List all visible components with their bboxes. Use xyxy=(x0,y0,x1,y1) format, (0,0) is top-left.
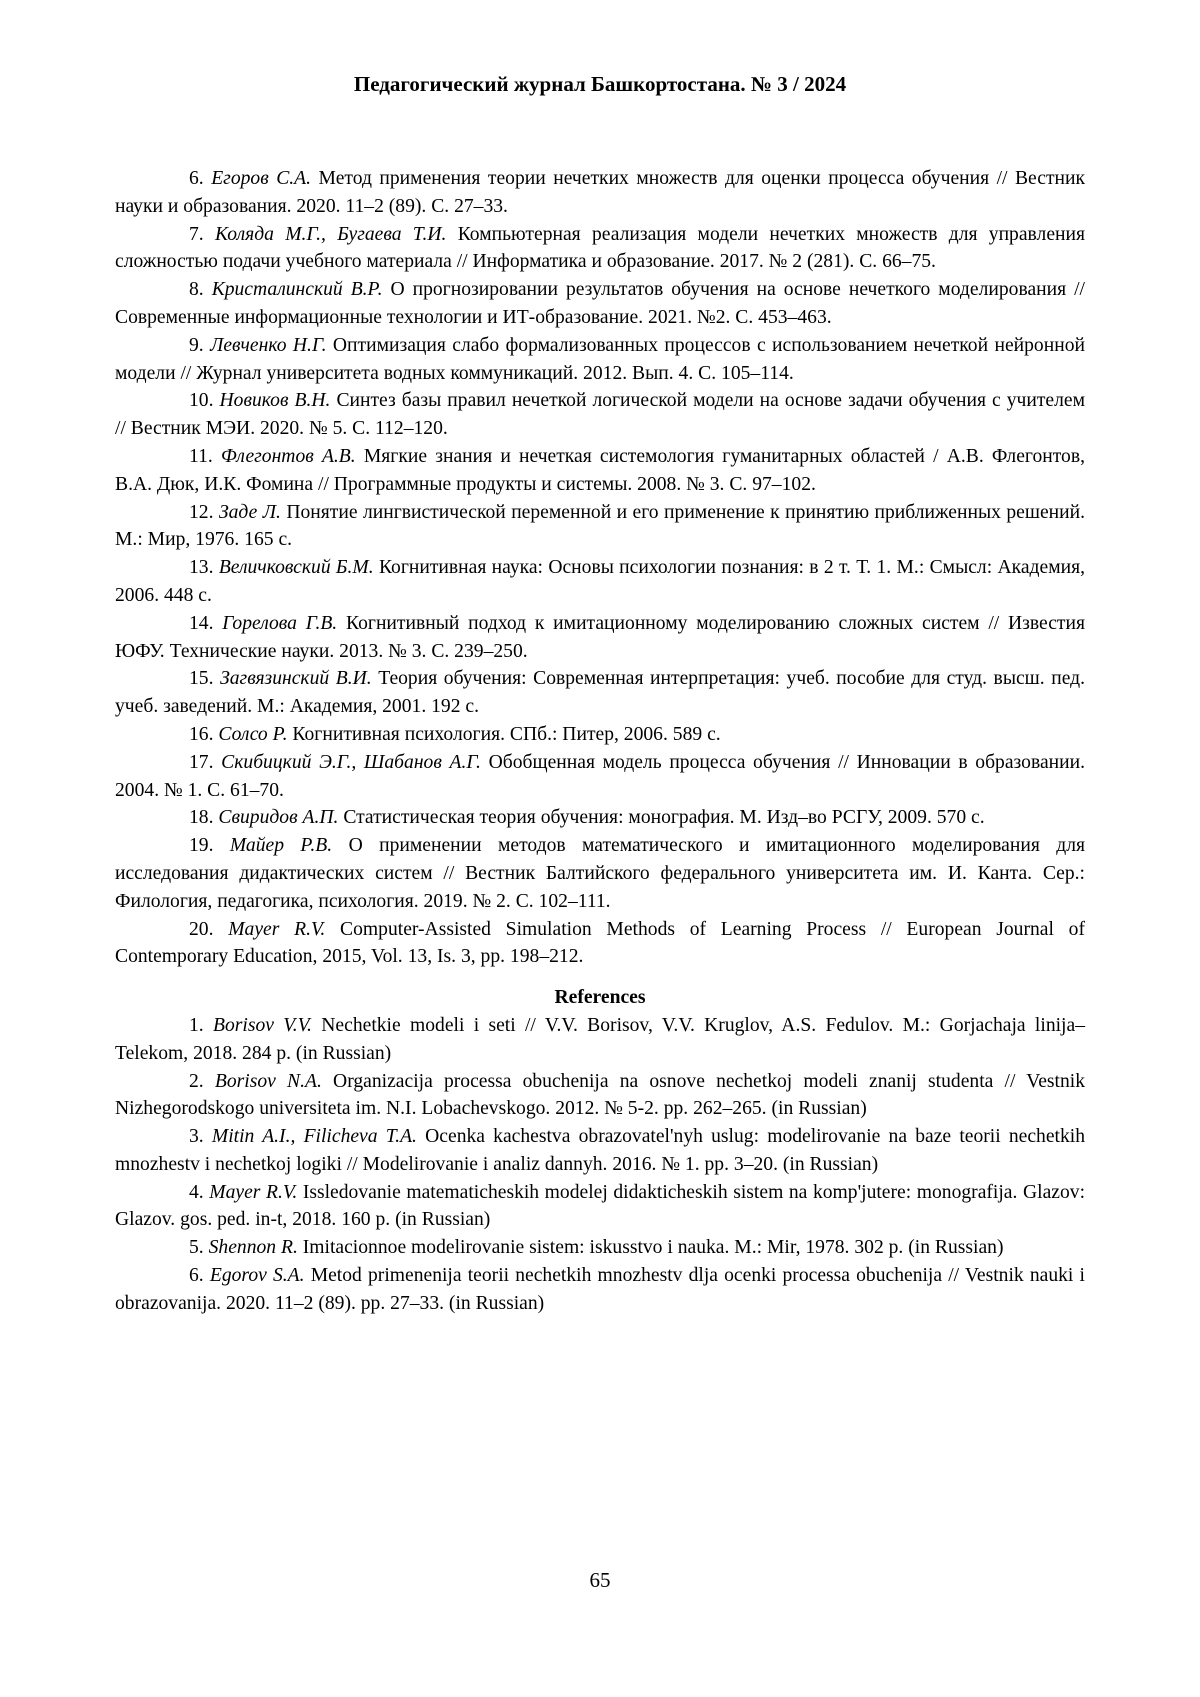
item-author: Флегонтов А.В. xyxy=(220,445,356,467)
item-author: Mitin A.I., Filicheva T.A. xyxy=(211,1126,417,1148)
item-text: Оптимизация слабо формализованных процессов с использованием нечеткой нейронной модели // Журнал университета водных коммуникаций. 2012. Вып. 4. С. 105–114. xyxy=(115,334,1085,384)
item-text: Понятие лингвистической переменной и его применение к принятию приближенных решений. М.: Мир, 1976. 165 с. xyxy=(115,501,1085,551)
page-number: 65 xyxy=(589,1568,611,1592)
item-number: 10. xyxy=(189,390,214,412)
bibliography-item xyxy=(115,610,1085,666)
item-text: Organizacija processa obuchenija na osnove nechetkoj modeli znanij studenta // Vestnik Nizhegorodskogo universiteta im. N.I. Lobachevskogo. 2012. № 5-2. pp. 262–265. (in Russian) xyxy=(115,1070,1086,1120)
item-number: 13. xyxy=(189,557,214,579)
item-text: Когнитивная психология. СПб.: Питер, 2006. 589 с. xyxy=(292,723,721,745)
item-text: Статистическая теория обучения: монография. М. Изд–во РСГУ, 2009. 570 с. xyxy=(343,807,985,829)
reference-item xyxy=(115,1012,1085,1068)
item-author: Коляда М.Г., Бугаева Т.И. xyxy=(215,223,447,245)
item-text: Когнитивная наука: Основы психологии познания: в 2 т. Т. 1. М.: Смысл: Академия, 2006. 448 с. xyxy=(115,557,1085,606)
item-author: Майер Р.В. xyxy=(229,835,333,857)
item-author: Загвязинский В.И. xyxy=(220,668,372,690)
reference-item xyxy=(115,1262,1085,1318)
item-number: 4. xyxy=(189,1181,204,1203)
item-author: Mayer R.V. xyxy=(209,1181,298,1203)
item-author: Горелова Г.В. xyxy=(222,612,338,634)
item-number: 7. xyxy=(189,223,204,245)
item-number: 1. xyxy=(189,1014,204,1036)
bibliography-item xyxy=(115,387,1085,443)
item-text: О применении методов математического и имитационного моделирования для исследования дидактических систем // Вестник Балтийского федерального университета им. И. Канта. Сер.: Филология, педагогика, психология. 2019. № 2. С. 102–111. xyxy=(115,835,1085,912)
item-author: Egorov S.A. xyxy=(209,1265,305,1287)
item-number: 11. xyxy=(189,445,213,467)
reference-item xyxy=(115,1234,1085,1262)
bibliography-item xyxy=(115,665,1085,721)
item-number: 15. xyxy=(189,668,214,690)
journal-header: Педагогический журнал Башкортостана. № 3 / 2024 xyxy=(353,72,847,96)
item-number: 9. xyxy=(189,334,204,356)
item-number: 12. xyxy=(189,501,214,523)
item-number: 14. xyxy=(189,612,214,634)
item-author: Величковский Б.М. xyxy=(218,557,374,579)
item-text: Компьютерная реализация модели нечетких множеств для управления сложностью подачи учебного материала // Информатика и образование. 2017. № 2 (281). С. 66–75. xyxy=(115,223,1086,273)
item-text: Nechetkie modeli i seti // V.V. Borisov, V.V. Kruglov, A.S. Fedulov. M.: Gorjachaja linija–Telekom, 2018. 284 p. (in Russian) xyxy=(115,1014,1085,1064)
item-text: Issledovanie matematicheskih modelej didakticheskih sistem na komp'jutere: monografija. Glazov: Glazov. gos. ped. in-t, 2018. 160 p. (in Russian) xyxy=(115,1181,1086,1231)
item-text: Мягкие знания и нечеткая системология гуманитарных областей / А.В. Флегонтов, В.А. Дюк, И.К. Фомина // Программные продукты и системы. 2008. № 3. С. 97–102. xyxy=(115,445,1085,495)
bibliography-list xyxy=(115,165,1085,1318)
item-number: 6. xyxy=(189,168,204,189)
item-text: Когнитивный подход к имитационному моделированию сложных систем // Известия ЮФУ. Технические науки. 2013. № 3. С. 239–250. xyxy=(115,612,1085,662)
item-author: Mayer R.V. xyxy=(228,918,326,940)
item-author: Заде Л. xyxy=(218,501,281,523)
item-text: О прогнозировании результатов обучения на основе нечеткого моделирования // Современные информационные технологии и ИТ-образование. 2021. №2. С. 453–463. xyxy=(115,279,1085,328)
item-author: Егоров С.А. xyxy=(211,168,312,189)
item-text: Ocenka kachestva obrazovatel'nyh uslug: modelirovanie na baze teorii nechetkih mnozhestv i nechetkoj logiki // Modelirovanie i analiz dannyh. 2016. № 1. pp. 3–20. (in Russian) xyxy=(115,1126,1086,1175)
item-number: 3. xyxy=(189,1126,204,1148)
item-text: Метод применения теории нечетких множеств для оценки процесса обучения // Вестник науки и образования. 2020. 11–2 (89). С. 27–33. xyxy=(115,168,1085,217)
item-author: Borisov V.V. xyxy=(213,1014,312,1036)
item-author: Borisov N.A. xyxy=(214,1070,322,1092)
item-number: 5. xyxy=(189,1237,204,1259)
item-author: Shennon R. xyxy=(208,1237,298,1259)
bibliography-item xyxy=(115,554,1085,610)
item-author: Свиридов А.П. xyxy=(218,807,339,829)
reference-item xyxy=(115,1123,1085,1179)
bibliography-item xyxy=(115,165,1085,221)
item-text: Computer-Assisted Simulation Methods of Learning Process // European Journal of Contemporary Education, 2015, Vol. 13, Is. 3, pp. 198–212. xyxy=(115,918,1085,968)
bibliography-item xyxy=(115,832,1085,915)
bibliography-item xyxy=(115,332,1085,388)
bibliography-item xyxy=(115,221,1085,277)
journal-page xyxy=(115,0,1085,1697)
item-number: 18. xyxy=(189,807,214,829)
item-number: 17. xyxy=(189,751,214,773)
item-text: Теория обучения: Современная интерпретация: учеб. пособие для студ. высш. пед. учеб. заведений. М.: Академия, 2001. 192 с. xyxy=(115,668,1086,718)
item-number: 6. xyxy=(189,1265,204,1287)
item-number: 20. xyxy=(189,918,214,940)
bibliography-item xyxy=(115,443,1085,499)
item-author: Скибицкий Э.Г., Шабанов А.Г. xyxy=(221,751,481,773)
item-number: 2. xyxy=(189,1070,204,1092)
references-heading: References xyxy=(554,987,646,1009)
bibliography-item xyxy=(115,499,1085,555)
bibliography-item xyxy=(115,916,1085,972)
item-number: 19. xyxy=(189,835,214,857)
item-text: Metod primenenija teorii nechetkih mnozhestv dlja ocenki processa obuchenija // Vestnik nauki i obrazovanija. 2020. 11–2 (89). pp. 27–33. (in Russian) xyxy=(115,1265,1085,1314)
item-number: 16. xyxy=(189,723,214,745)
bibliography-item xyxy=(115,804,1085,832)
bibliography-item xyxy=(115,721,1085,749)
item-text: Imitacionnoe modelirovanie sistem: iskusstvo i nauka. M.: Mir, 1978. 302 p. (in Russian) xyxy=(302,1237,1004,1259)
bibliography-item xyxy=(115,749,1085,805)
item-author: Солсо Р. xyxy=(218,723,288,745)
item-text: Обобщенная модель процесса обучения // Инновации в образовании. 2004. № 1. С. 61–70. xyxy=(115,751,1085,801)
bibliography-item xyxy=(115,276,1085,332)
item-author: Левченко Н.Г. xyxy=(210,334,327,356)
reference-item xyxy=(115,1179,1085,1235)
reference-item xyxy=(115,1068,1085,1124)
item-author: Кристалинский В.Р. xyxy=(211,279,383,301)
item-author: Новиков В.Н. xyxy=(219,390,331,412)
item-text: Синтез базы правил нечеткой логической модели на основе задачи обучения с учителем // Вестник МЭИ. 2020. № 5. С. 112–120. xyxy=(115,390,1085,440)
item-number: 8. xyxy=(189,279,204,301)
